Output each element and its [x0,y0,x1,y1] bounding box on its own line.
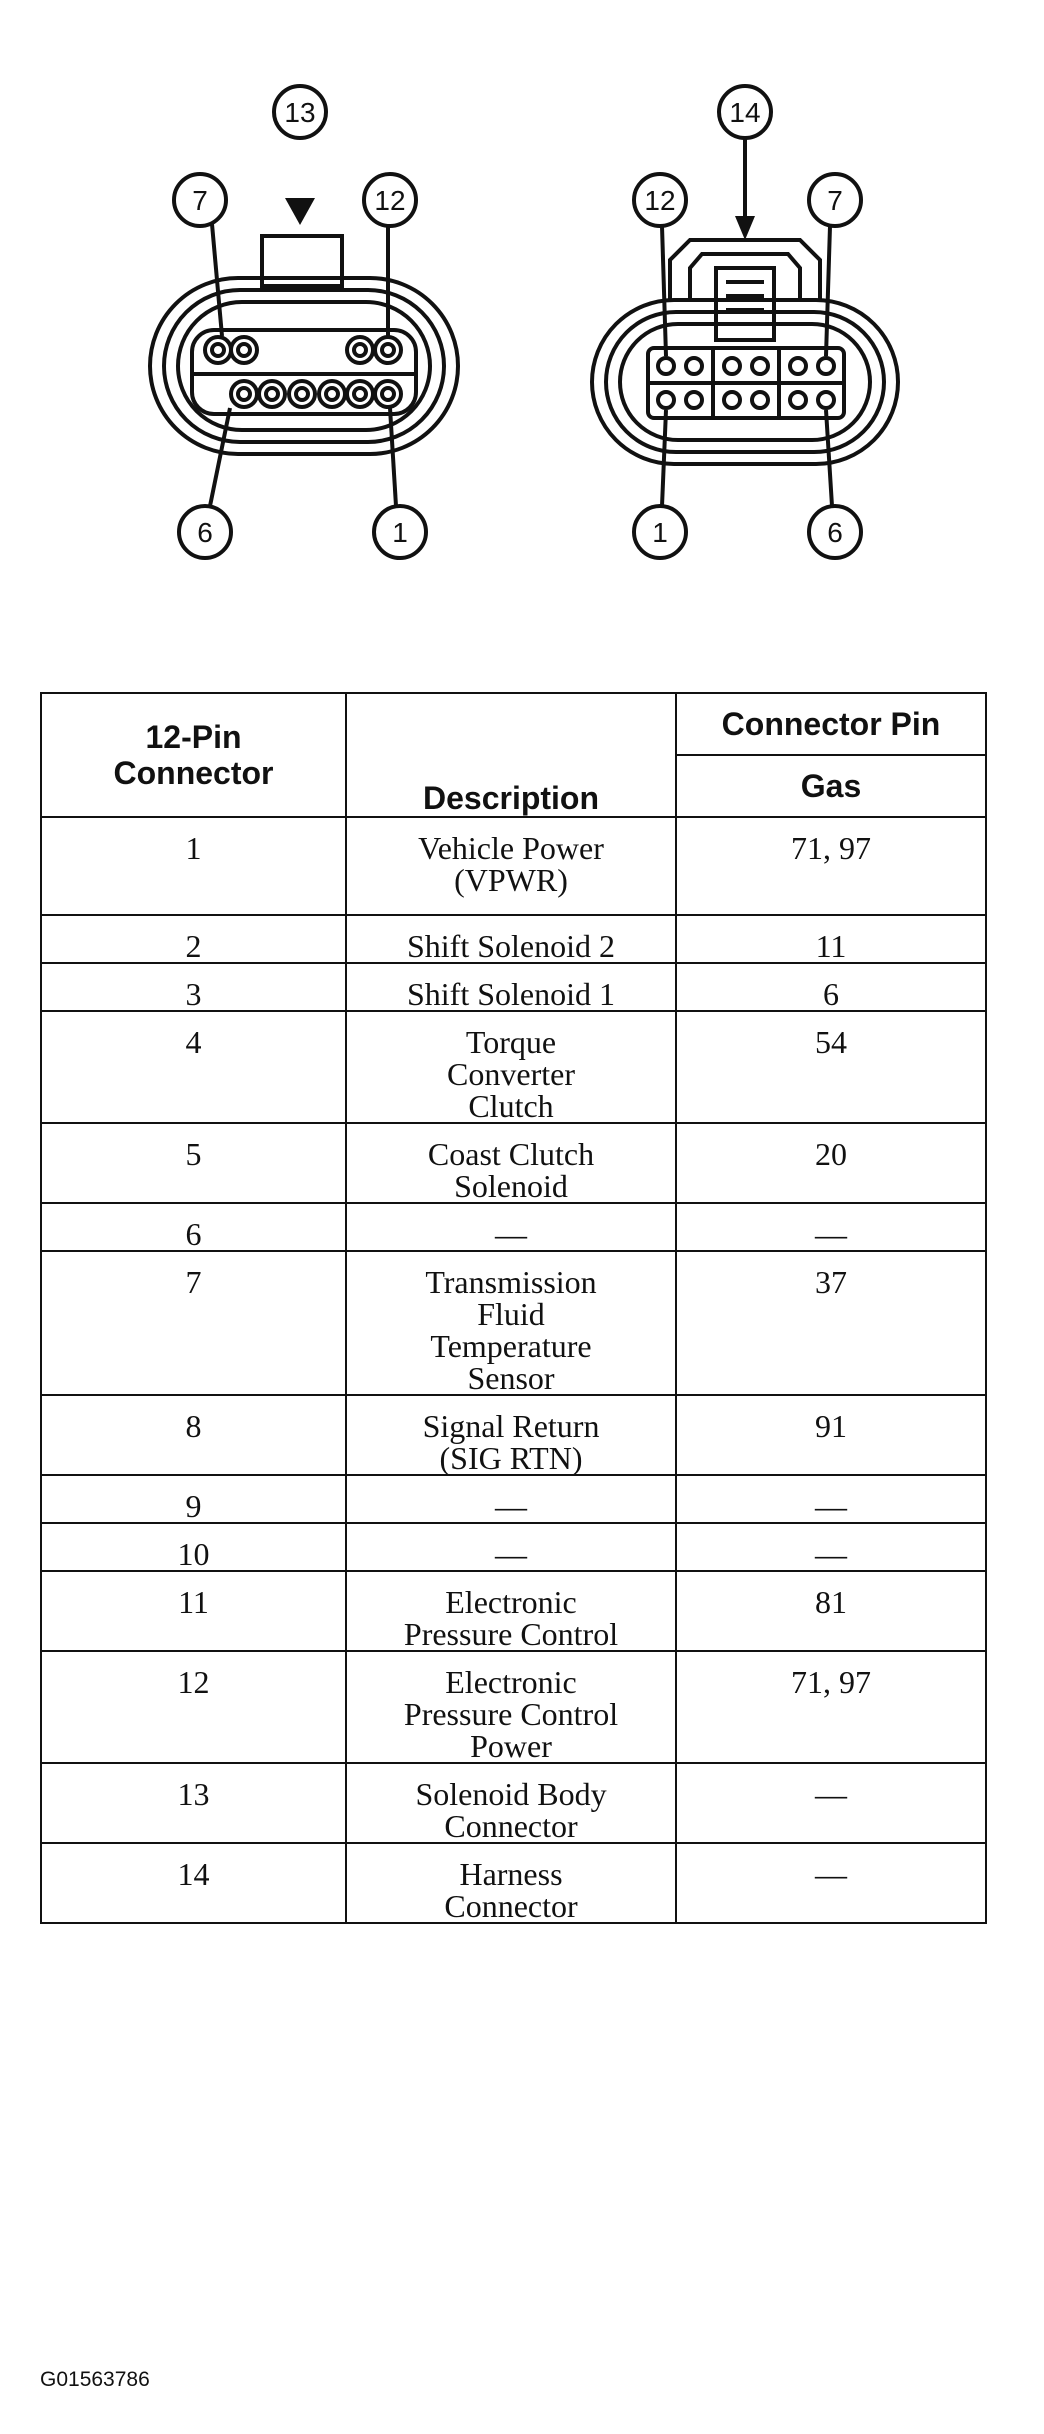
gas-pin-cell: 81 [676,1571,986,1651]
table-row [41,1251,986,1395]
callout-7-label: 7 [827,185,843,216]
callout-6-label: 6 [827,517,843,548]
table-row [41,817,986,915]
gas-pin-cell: — [676,1763,986,1843]
connector-diagram [0,0,1044,640]
callout-13-label: 13 [284,97,316,128]
pin-cell: 4 [41,1011,346,1123]
pin-cell: 2 [41,915,346,963]
table-row [41,1475,986,1523]
pin-cell: 12 [41,1651,346,1763]
gas-pin-cell: 54 [676,1011,986,1123]
callout-6-label: 6 [197,517,213,548]
table-row [41,1203,986,1251]
pin-cell: 13 [41,1763,346,1843]
gas-pin-cell: 37 [676,1251,986,1395]
callout-12-label: 12 [374,185,406,216]
gas-pin-cell: 91 [676,1395,986,1475]
description-cell: — [346,1475,676,1523]
pinout-table [40,692,987,1924]
description-cell: Vehicle Power (VPWR) [346,817,676,915]
description-cell: Shift Solenoid 2 [346,915,676,963]
gas-pin-cell: — [676,1523,986,1571]
callout-12-label: 12 [644,185,676,216]
table-row [41,1123,986,1203]
pin-cell: 8 [41,1395,346,1475]
pin-cell: 10 [41,1523,346,1571]
solenoid-body-connector-labels [192,97,408,548]
pin-cell: 6 [41,1203,346,1251]
connector-pin-group-header: Connector Pin [676,693,986,755]
pin-cell: 5 [41,1123,346,1203]
table-row [41,1011,986,1123]
description-cell: — [346,1523,676,1571]
description-cell: Electronic Pressure Control [346,1571,676,1651]
gas-pin-cell: — [676,1843,986,1923]
callout-14-label: 14 [729,97,761,128]
table-row [41,915,986,963]
description-cell: — [346,1203,676,1251]
description-column-header: Description [346,693,676,817]
table-row [41,1523,986,1571]
figure-code: G01563786 [40,2368,150,2391]
description-cell: Harness Connector [346,1843,676,1923]
gas-pin-cell: 71, 97 [676,1651,986,1763]
description-cell: Shift Solenoid 1 [346,963,676,1011]
gas-pin-cell: — [676,1203,986,1251]
table-row [41,963,986,1011]
callout-7-label: 7 [192,185,208,216]
table-row [41,1651,986,1763]
gas-pin-cell: 6 [676,963,986,1011]
description-cell: Torque Converter Clutch [346,1011,676,1123]
pin-column-header: 12-Pin Connector [41,693,346,817]
table-row [41,1763,986,1843]
table-row [41,1571,986,1651]
description-cell: Electronic Pressure Control Power [346,1651,676,1763]
pin-cell: 7 [41,1251,346,1395]
description-cell: Transmission Fluid Temperature Sensor [346,1251,676,1395]
callout-1-label: 1 [652,517,668,548]
table-row [41,1395,986,1475]
description-cell: Signal Return (SIG RTN) [346,1395,676,1475]
pin-cell: 3 [41,963,346,1011]
solenoid-body-connector-illustration [150,86,458,558]
gas-pin-cell: 20 [676,1123,986,1203]
description-cell: Solenoid Body Connector [346,1763,676,1843]
gas-pin-cell: 71, 97 [676,817,986,915]
harness-connector-illustration [592,86,898,558]
pin-cell: 11 [41,1571,346,1651]
gas-column-header: Gas [676,755,986,817]
callout-1-label: 1 [392,517,408,548]
pin-cell: 9 [41,1475,346,1523]
pin-cell: 14 [41,1843,346,1923]
gas-pin-cell: 11 [676,915,986,963]
table-row [41,1843,986,1923]
description-cell: Coast Clutch Solenoid [346,1123,676,1203]
gas-pin-cell: — [676,1475,986,1523]
pin-cell: 1 [41,817,346,915]
